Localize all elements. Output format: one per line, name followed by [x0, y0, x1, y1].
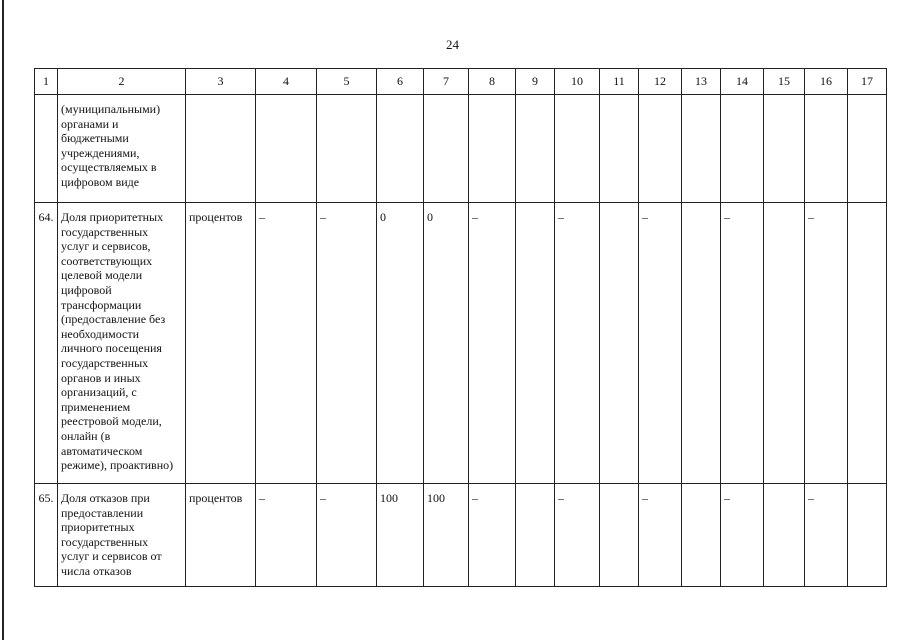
value-cell: [682, 95, 721, 203]
indicator-name-cell: [58, 484, 186, 587]
unit-cell: процентов: [186, 484, 256, 587]
value-cell: –: [469, 203, 516, 484]
column-header: 14: [721, 69, 764, 95]
row-number-cell: [35, 95, 58, 203]
column-header: 3: [186, 69, 256, 95]
value-cell: [764, 484, 805, 587]
value-cell: –: [721, 203, 764, 484]
value-cell: [682, 203, 721, 484]
table-row: [35, 203, 887, 484]
column-header: 12: [639, 69, 682, 95]
indicators-table: [34, 68, 887, 587]
column-header: 2: [58, 69, 186, 95]
column-header: 17: [848, 69, 887, 95]
indicator-name-cell: [58, 95, 186, 203]
row-number-cell: 65.: [35, 484, 58, 587]
value-cell: –: [805, 484, 848, 587]
value-cell: [424, 95, 469, 203]
column-header: 15: [764, 69, 805, 95]
column-header: 1: [35, 69, 58, 95]
value-cell: [721, 95, 764, 203]
value-cell: [848, 95, 887, 203]
unit-cell: процентов: [186, 203, 256, 484]
column-header: 6: [377, 69, 424, 95]
value-cell: –: [555, 484, 600, 587]
header-row: [35, 69, 887, 95]
indicator-name: Доля отказов при предоставлении приоритетных государственных услуг и сервисов от числа отказов: [61, 491, 162, 578]
value-cell: [805, 95, 848, 203]
value-cell: 0: [377, 203, 424, 484]
indicator-name: Доля приоритетных государственных услуг и сервисов, соответствующих целевой модели цифровой трансформации (предоставление без необходимости личного посещения государственных органов и иных организаций, с применением реестровой модели, онлайн (в автоматическом режиме), проактивно): [61, 210, 174, 473]
value-cell: –: [256, 484, 317, 587]
value-cell: –: [639, 203, 682, 484]
value-cell: –: [317, 484, 377, 587]
value-cell: 0: [424, 203, 469, 484]
column-header: 9: [516, 69, 555, 95]
value-cell: [764, 203, 805, 484]
value-cell: –: [721, 484, 764, 587]
indicator-name: (муниципальными) органами и бюджетными учреждениями, осуществляемых в цифровом виде: [61, 102, 161, 189]
value-cell: 100: [377, 484, 424, 587]
table-row: [35, 95, 887, 203]
column-header: 11: [600, 69, 639, 95]
value-cell: –: [805, 203, 848, 484]
value-cell: [555, 95, 600, 203]
value-cell: [377, 95, 424, 203]
value-cell: [516, 203, 555, 484]
column-header: 5: [317, 69, 377, 95]
value-cell: [317, 95, 377, 203]
value-cell: [600, 203, 639, 484]
value-cell: –: [469, 484, 516, 587]
value-cell: [469, 95, 516, 203]
value-cell: [639, 95, 682, 203]
value-cell: [516, 484, 555, 587]
value-cell: [764, 95, 805, 203]
table-row: [35, 484, 887, 587]
column-header: 13: [682, 69, 721, 95]
value-cell: [600, 95, 639, 203]
value-cell: [848, 484, 887, 587]
column-header: 10: [555, 69, 600, 95]
page-number: 24: [446, 37, 459, 52]
value-cell: –: [256, 203, 317, 484]
value-cell: –: [555, 203, 600, 484]
column-header: 16: [805, 69, 848, 95]
value-cell: –: [317, 203, 377, 484]
value-cell: [848, 203, 887, 484]
value-cell: –: [639, 484, 682, 587]
column-header: 4: [256, 69, 317, 95]
indicator-name-cell: [58, 203, 186, 484]
column-header: 8: [469, 69, 516, 95]
left-margin-rule: [2, 0, 4, 640]
value-cell: [256, 95, 317, 203]
value-cell: [600, 484, 639, 587]
unit-cell: [186, 95, 256, 203]
column-header: 7: [424, 69, 469, 95]
row-number-cell: 64.: [35, 203, 58, 484]
value-cell: 100: [424, 484, 469, 587]
value-cell: [682, 484, 721, 587]
value-cell: [516, 95, 555, 203]
